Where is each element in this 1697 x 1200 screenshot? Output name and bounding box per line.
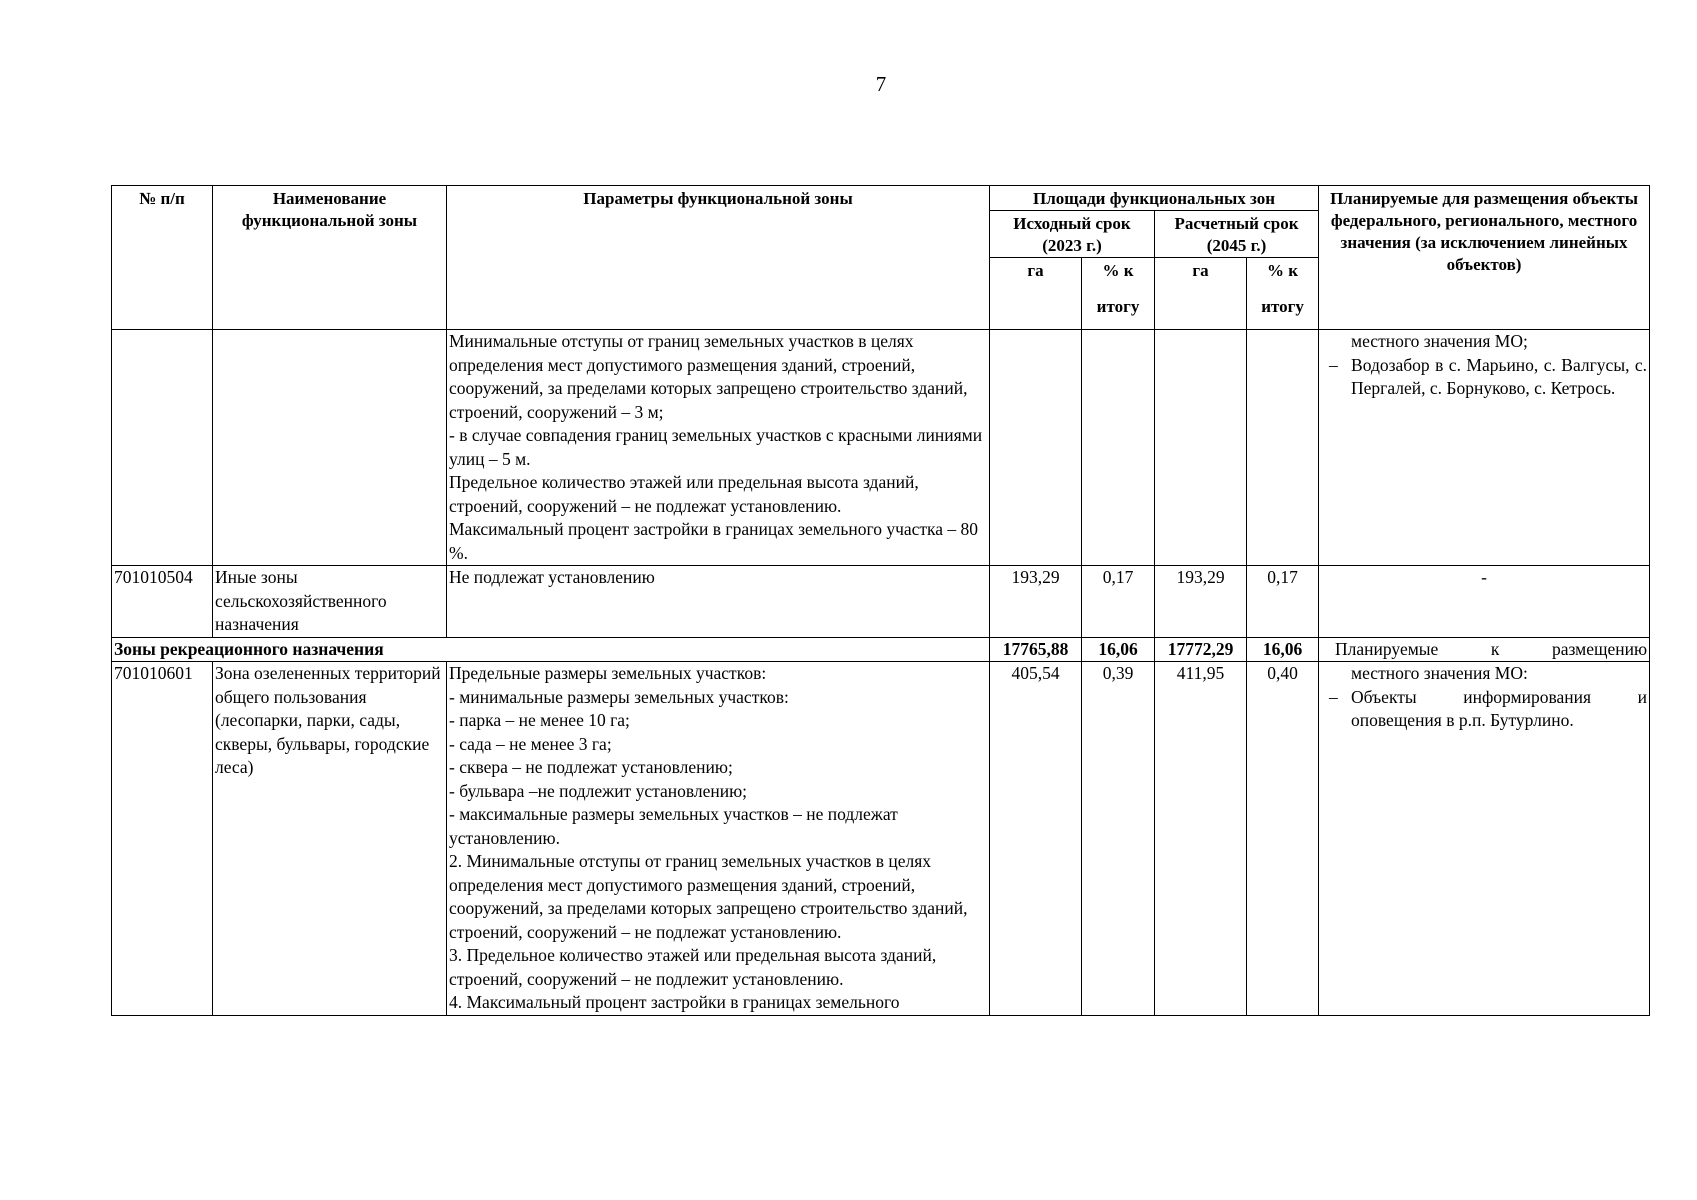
cell-planned-objects: - — [1319, 566, 1650, 638]
header-unit-pct-2023 — [1082, 258, 1155, 330]
cell-pct-2023: 16,06 — [1082, 637, 1155, 662]
cell-ha-2023: 193,29 — [990, 566, 1082, 638]
header-num: № п/п — [112, 186, 213, 330]
header-initial-term: Исходный срок (2023 г.) — [990, 211, 1155, 258]
list-item: – Объекты информирования и оповещения в р.п. Бутурлино. — [1321, 686, 1647, 733]
cell-pct-2045: 0,17 — [1247, 566, 1319, 638]
header-zone-name: Наименование функциональной зоны — [213, 186, 447, 330]
header-pct-label-total: итогу — [1261, 297, 1304, 316]
cell-planned-objects — [1319, 330, 1650, 566]
functional-zones-table — [111, 185, 1650, 1016]
cell-zone-name: Иные зоны сельскохозяйственного назначения — [213, 566, 447, 638]
objects-intro: местного значения МО; — [1351, 331, 1528, 351]
header-planned-objects: Планируемые для размещения объекты федерального, регионального, местного значения (за исключением линейных объектов) — [1319, 186, 1650, 330]
cell-planned-objects — [1319, 637, 1650, 662]
cell-ha-2045 — [1155, 330, 1247, 566]
cell-pct-2023 — [1082, 330, 1155, 566]
objects-list — [1321, 686, 1647, 733]
cell-pct-2045: 0,40 — [1247, 662, 1319, 1016]
header-zone-areas: Площади функциональных зон — [990, 186, 1319, 211]
cell-ha-2045: 411,95 — [1155, 662, 1247, 1016]
page-number: 7 — [875, 72, 887, 96]
cell-ha-2045: 193,29 — [1155, 566, 1247, 638]
cell-ha-2023: 17765,88 — [990, 637, 1082, 662]
cell-zone-params: Не подлежат установлению — [447, 566, 990, 638]
cell-pct-2045 — [1247, 330, 1319, 566]
header-unit-ha-2045: га — [1155, 258, 1247, 330]
cell-num: 701010601 — [112, 662, 213, 1016]
table-row — [112, 330, 1650, 566]
header-zone-params: Параметры функциональной зоны — [447, 186, 990, 330]
list-item: – Водозабор в с. Марьино, с. Валгусы, с. Пергалей, с. Борнуково, с. Кетрось. — [1321, 354, 1647, 401]
cell-zone-params: Минимальные отступы от границ земельных участков в целях определения мест допустимого размещения зданий, строений, сооружений, за пределами которых запрещено строительство зданий, строений, сооружений – 3 м; - в случае совпадения границ земельных участков с красными линиями улиц – 5 м. Предельное количество этажей или предельная высота зданий, строений, сооружений – не подлежат установлению. Максимальный процент застройки в границах земельного участка – 80 %. — [447, 330, 990, 566]
cell-zone-name — [213, 330, 447, 566]
cell-pct-2023: 0,17 — [1082, 566, 1155, 638]
cell-num: 701010504 — [112, 566, 213, 638]
cell-pct-2045: 16,06 — [1247, 637, 1319, 662]
table-header — [112, 186, 1650, 330]
cell-zone-name: Зона озелененных территорий общего пользования (лесопарки, парки, сады, скверы, бульвары, городские леса) — [213, 662, 447, 1016]
cell-planned-objects — [1319, 662, 1650, 1016]
header-unit-pct-2045 — [1247, 258, 1319, 330]
header-unit-ha-2023: га — [990, 258, 1082, 330]
header-pct-label-total: итогу — [1096, 297, 1140, 316]
cell-ha-2023 — [990, 330, 1082, 566]
header-pct-label: % к — [1266, 261, 1299, 280]
objects-intro: местного значения МО: — [1351, 663, 1528, 683]
cell-num — [112, 330, 213, 566]
group-row — [112, 637, 1650, 662]
cell-pct-2023: 0,39 — [1082, 662, 1155, 1016]
objects-intro: Планируемые к размещению — [1335, 638, 1648, 659]
cell-ha-2023: 405,54 — [990, 662, 1082, 1016]
group-label: Зоны рекреационного назначения — [112, 637, 990, 662]
objects-list — [1321, 354, 1647, 401]
table-row — [112, 662, 1650, 1016]
cell-zone-params: Предельные размеры земельных участков: - минимальные размеры земельных участков: - парка – не менее 10 га; - сада – не менее 3 га; - сквера – не подлежат установлению; - бульвара –не подлежит установлению; - максимальные размеры земельных участков – не подлежат установлению. 2. Минимальные отступы от границ земельных участков в целях определения мест допустимого размещения зданий, строений, сооружений, за пределами которых запрещено строительство зданий, строений, сооружений – не подлежат установлению. 3. Предельное количество этажей или предельная высота зданий, строений, сооружений – не подлежит установлению. 4. Максимальный процент застройки в границах земельного — [447, 662, 990, 1016]
cell-ha-2045: 17772,29 — [1155, 637, 1247, 662]
header-pct-label: % к — [1102, 261, 1134, 280]
table-row — [112, 566, 1650, 638]
header-planned-term: Расчетный срок (2045 г.) — [1155, 211, 1319, 258]
